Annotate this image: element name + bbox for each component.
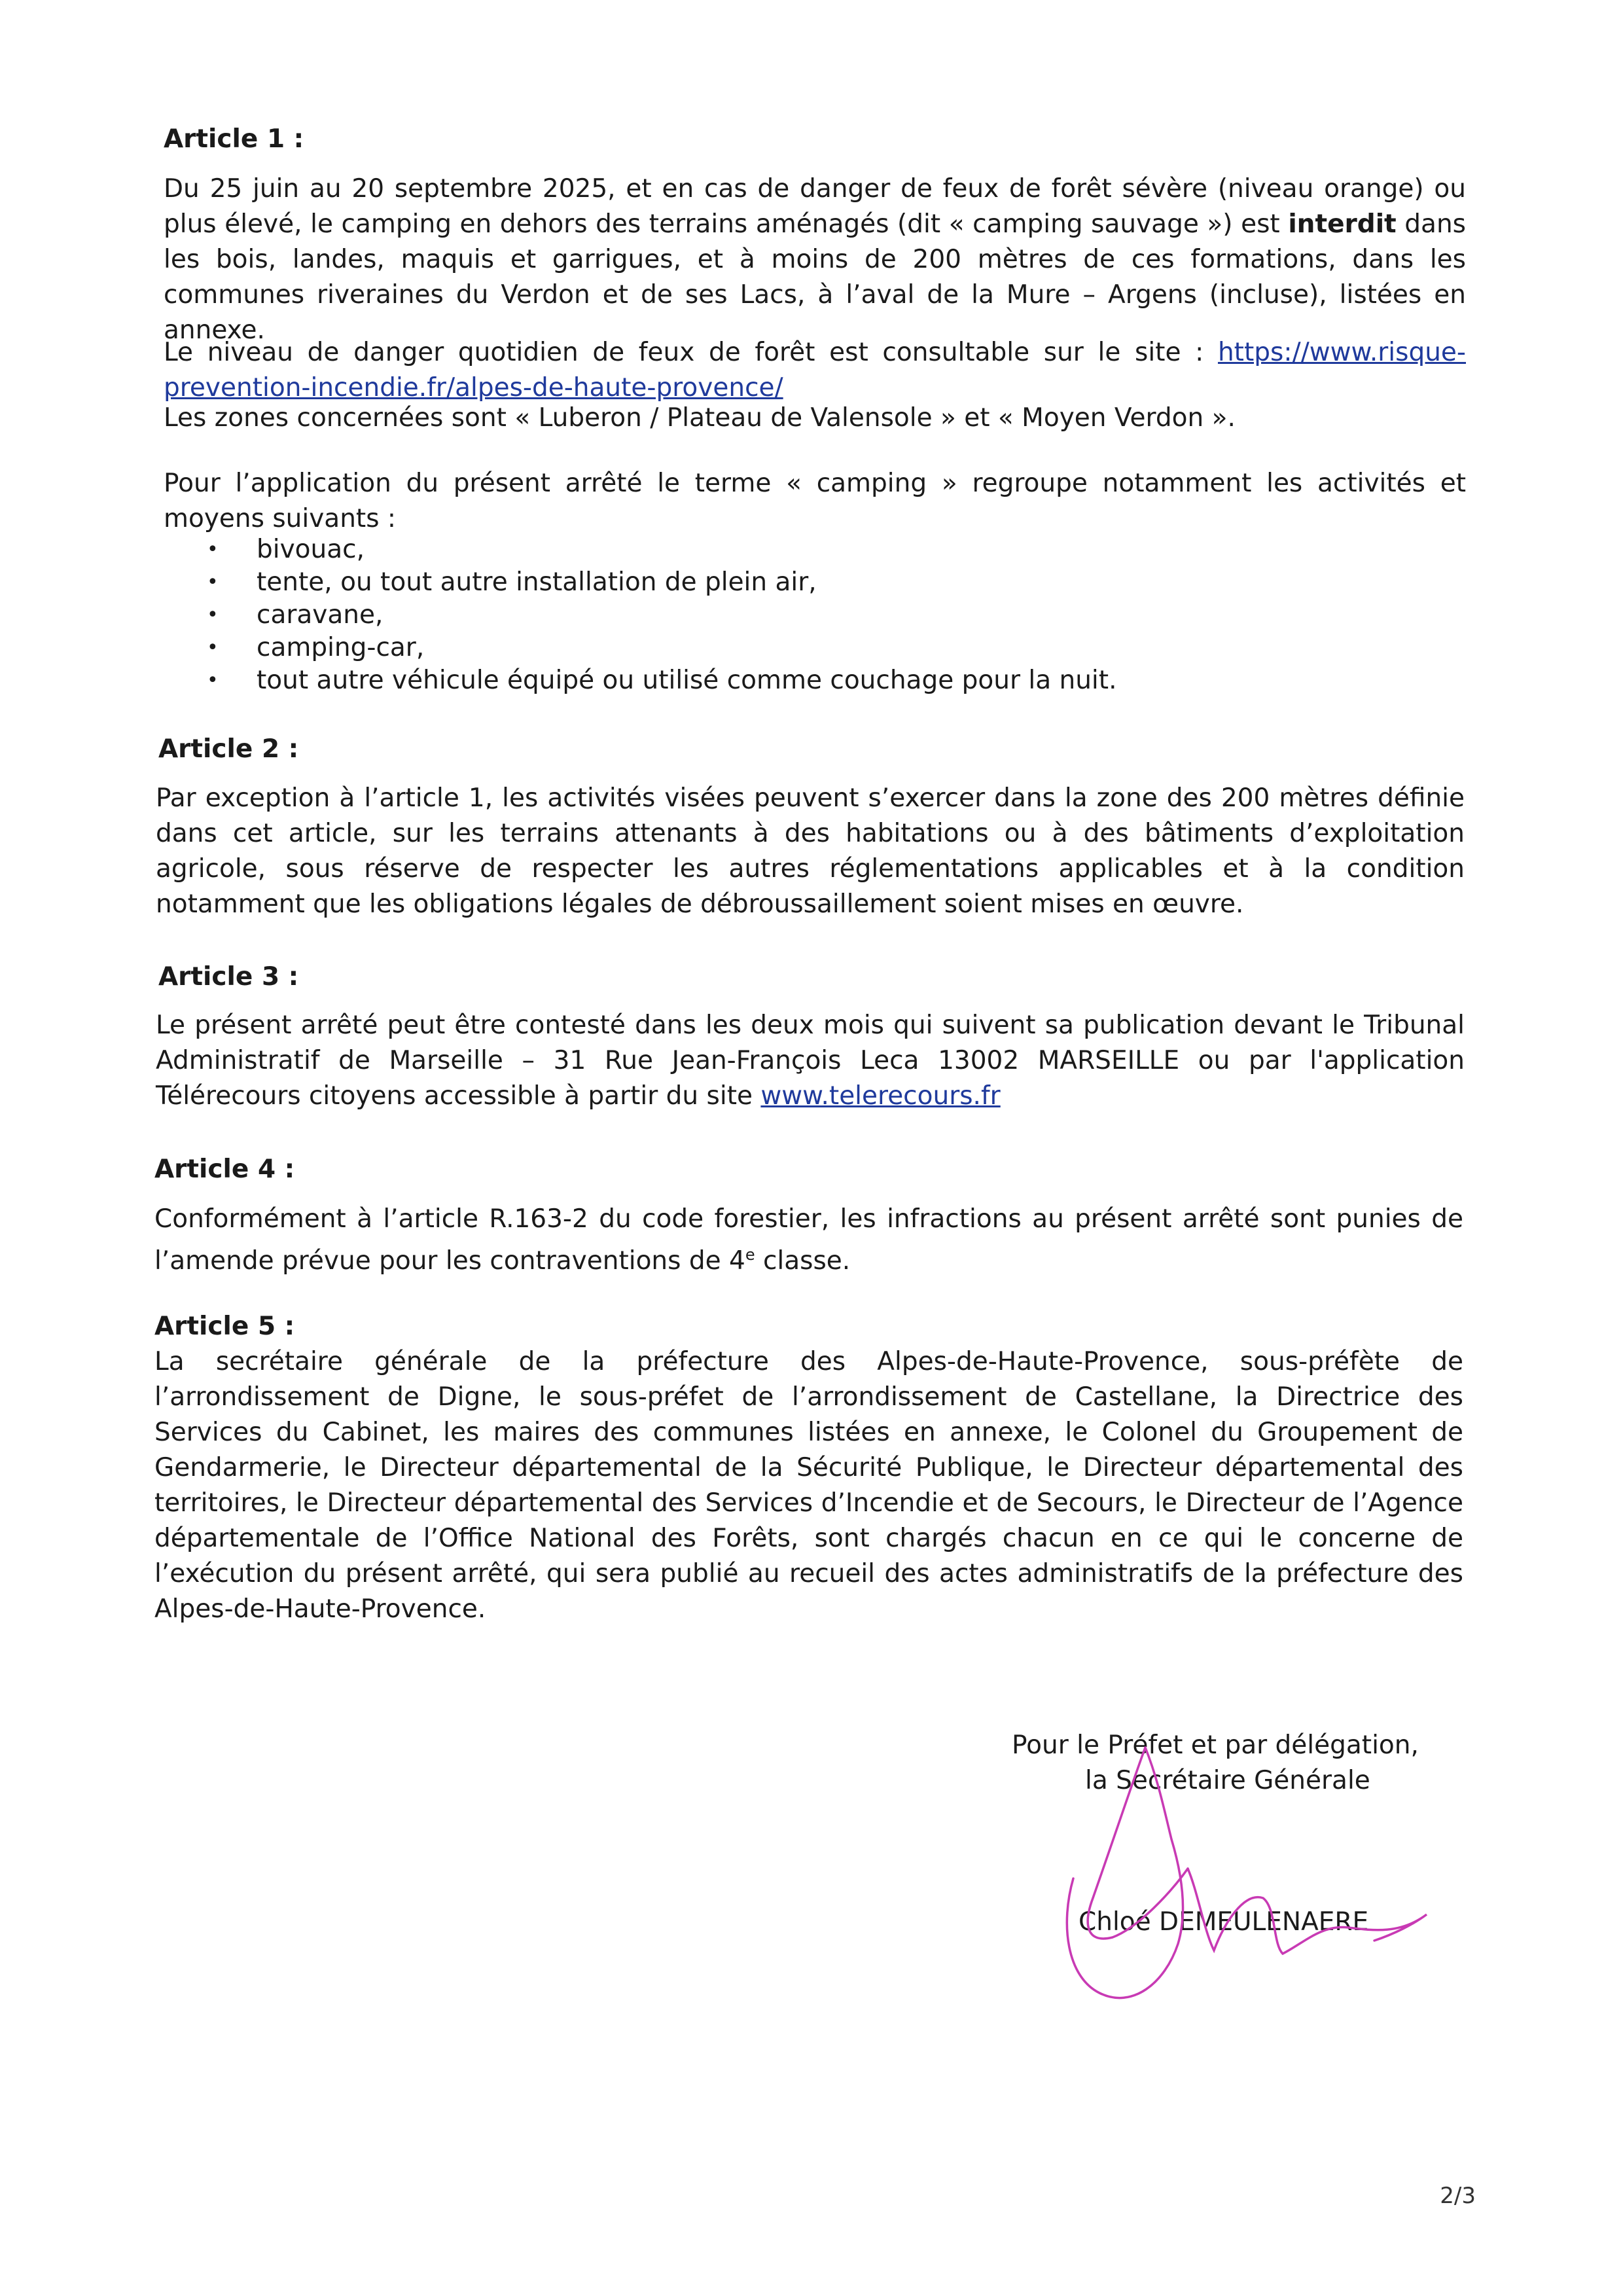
signature-stroke bbox=[1067, 1748, 1183, 1998]
list-item: • caravane, bbox=[164, 599, 1466, 632]
article-4-text-body: Conformément à l’article R.163-2 du code forestier, les infractions au présent arrêté sont punies de l’amende prévue pour les contraventions de 4 bbox=[154, 1204, 1463, 1276]
article-2-text: Par exception à l’article 1, les activités visées peuvent s’exercer dans la zone des 200 mètres définie dans cet article, sur les terrains attenants à des habitations ou à des bâtiments d’exploitation agricole, sous réserve de respecter les autres réglementations applicables et à la condition notamment que les obligations légales de débroussaillement soient mises en œuvre. bbox=[156, 783, 1465, 919]
article-3-text-body: Le présent arrêté peut être contesté dans les deux mois qui suivent sa publication devant le Tribunal Administratif de Marseille – 31 Rue Jean-François Leca 13002 MARSEILLE ou par l'application Télérecours citoyens accessible à partir du site bbox=[156, 1011, 1465, 1111]
signature-stroke bbox=[1188, 1869, 1427, 1954]
ordinal-suffix: e bbox=[745, 1246, 755, 1264]
article-1-heading: Article 1 : bbox=[164, 124, 304, 154]
article-5-text: La secrétaire générale de la préfecture des Alpes-de-Haute-Provence, sous-préfète de l’arrondissement de Digne, le sous-préfet de l’arrondissement de Castellane, la Directrice des Services du Cabinet, les maires des communes listées en annexe, le Colonel du Groupement de Gendarmerie, le Directeur départemental de la Sécurité Publique, le Directeur départemental des territoires, le Directeur départemental des Services d’Incendie et de Secours, le Directeur de l’Agence départementale de l’Office National des Forêts, sont chargés chacun en ce qui le concerne de l’exécution du présent arrêté, qui sera publié au recueil des actes administratifs de la préfecture des Alpes-de-Haute-Provence. bbox=[154, 1347, 1463, 1624]
list-item: • camping-car, bbox=[164, 632, 1466, 664]
article-5-heading: Article 5 : bbox=[154, 1312, 295, 1341]
telerecours-link[interactable]: www.telerecours.fr bbox=[760, 1081, 1001, 1111]
list-item: • tout autre véhicule équipé ou utilisé comme couchage pour la nuit. bbox=[164, 664, 1466, 697]
camping-activities-list bbox=[164, 533, 1466, 697]
signature-line-1: Pour le Préfet et par délégation, bbox=[1012, 1731, 1419, 1760]
article-1-text-bold: interdit bbox=[1288, 209, 1397, 239]
list-item: • tente, ou tout autre installation de plein air, bbox=[164, 566, 1466, 599]
danger-level-text: Le niveau de danger quotidien de feux de forêt est consultable sur le site : bbox=[164, 338, 1218, 367]
handwritten-signature bbox=[1047, 1728, 1453, 2016]
article-1-text-b: dans les bois, landes, maquis et garrigues, et à moins de 200 mètres de ces formations, dans les communes riveraines du Verdon et de ses Lacs, à l’aval de la Mure – Argens (incluse), listées en annexe. bbox=[164, 209, 1466, 345]
article-3-heading: Article 3 : bbox=[158, 962, 299, 992]
article-2-heading: Article 2 : bbox=[158, 734, 299, 764]
page-number: 2/3 bbox=[1440, 2183, 1476, 2209]
list-item: • bivouac, bbox=[164, 533, 1466, 566]
article-1-paragraph-4: Pour l’application du présent arrêté le terme « camping » regroupe notamment les activités et moyens suivants : bbox=[164, 469, 1466, 533]
article-3-text bbox=[156, 1008, 1465, 1114]
signatory-name: Chloé DEMEULENAERE bbox=[1079, 1907, 1369, 1937]
signature-line-2: la Secrétaire Générale bbox=[1085, 1766, 1370, 1795]
article-1-text-a: Du 25 juin au 20 septembre 2025, et en cas de danger de feux de forêt sévère (niveau orange) ou plus élevé, le camping en dehors des terrains aménagés (dit « camping sauvage ») est bbox=[164, 174, 1466, 239]
article-4-text bbox=[154, 1202, 1463, 1279]
risk-prevention-link[interactable]: https://www.risque-prevention-incendie.fr/alpes-de-haute-provence/ bbox=[164, 338, 1466, 403]
article-1-paragraph-1 bbox=[164, 171, 1466, 348]
article-4-text-end: classe. bbox=[755, 1246, 851, 1276]
article-1-zones: Les zones concernées sont « Luberon / Plateau de Valensole » et « Moyen Verdon ». bbox=[164, 403, 1236, 433]
article-4-heading: Article 4 : bbox=[154, 1155, 295, 1184]
article-1-paragraph-2 bbox=[164, 335, 1466, 406]
